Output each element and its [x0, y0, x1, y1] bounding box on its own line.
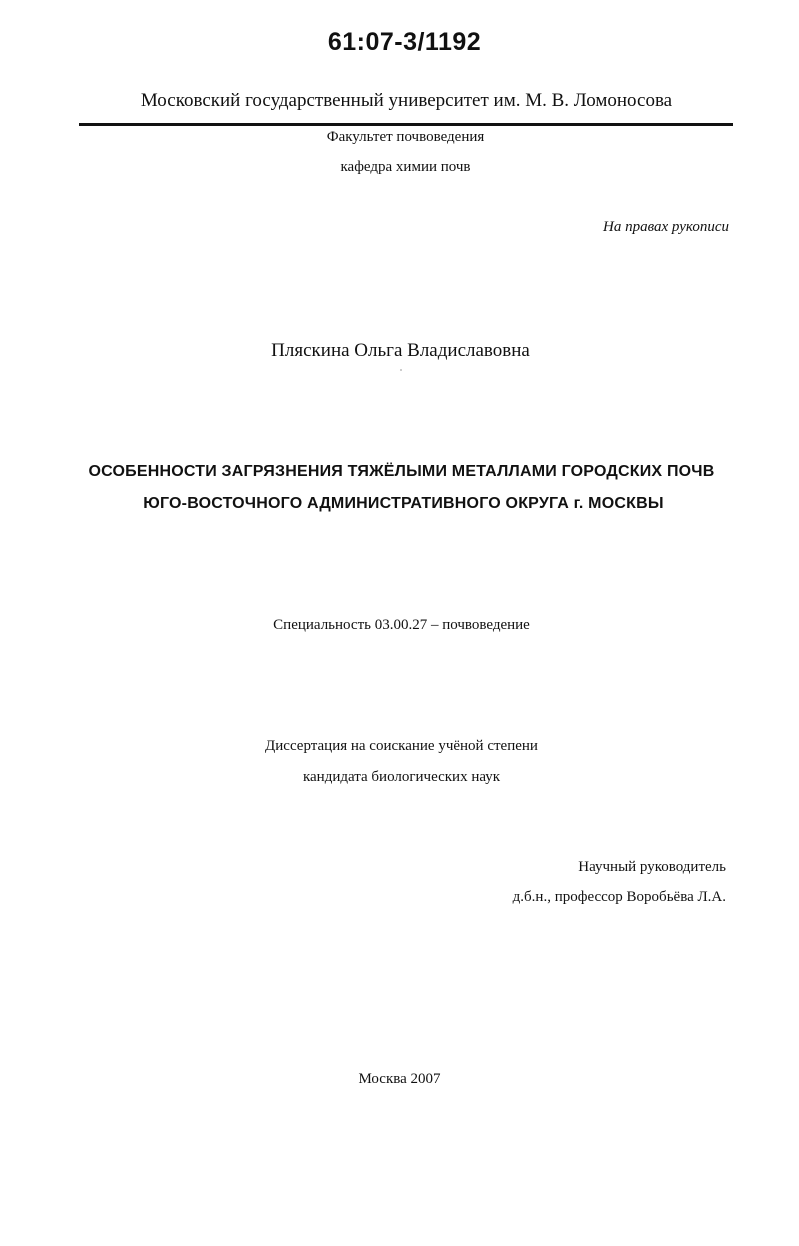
dissertation-title-line-1: ОСОБЕННОСТИ ЗАГРЯЗНЕНИЯ ТЯЖЁЛЫМИ МЕТАЛЛАМИ ГОРОДСКИХ ПОЧВ: [88, 463, 715, 480]
archive-code-number: 61:07-3/1192: [327, 28, 482, 56]
supervisor-label: Научный руководитель: [578, 859, 726, 875]
degree-line-2: кандидата биологических наук: [302, 769, 501, 785]
dissertation-title-line-2: ЮГО-ВОСТОЧНОГО АДМИНИСТРАТИВНОГО ОКРУГА г. МОСКВЫ: [143, 495, 664, 512]
university-name: Московский государственный университет им. М. В. Ломоносова: [140, 90, 673, 111]
scan-speck: [400, 369, 402, 371]
author-name: Пляскина Ольга Владиславовна: [271, 340, 530, 361]
specialty-line: Специальность 03.00.27 – почвоведение: [273, 617, 530, 633]
header-divider: [79, 123, 733, 126]
supervisor-name: д.б.н., профессор Воробьёва Л.А.: [512, 889, 726, 905]
city-year: Москва 2007: [358, 1071, 441, 1087]
department-name: кафедра химии почв: [340, 159, 471, 175]
manuscript-rights-note: На правах рукописи: [603, 219, 729, 235]
degree-line-1: Диссертация на соискание учёной степени: [265, 738, 538, 754]
faculty-name: Факультет почвоведения: [326, 129, 485, 145]
